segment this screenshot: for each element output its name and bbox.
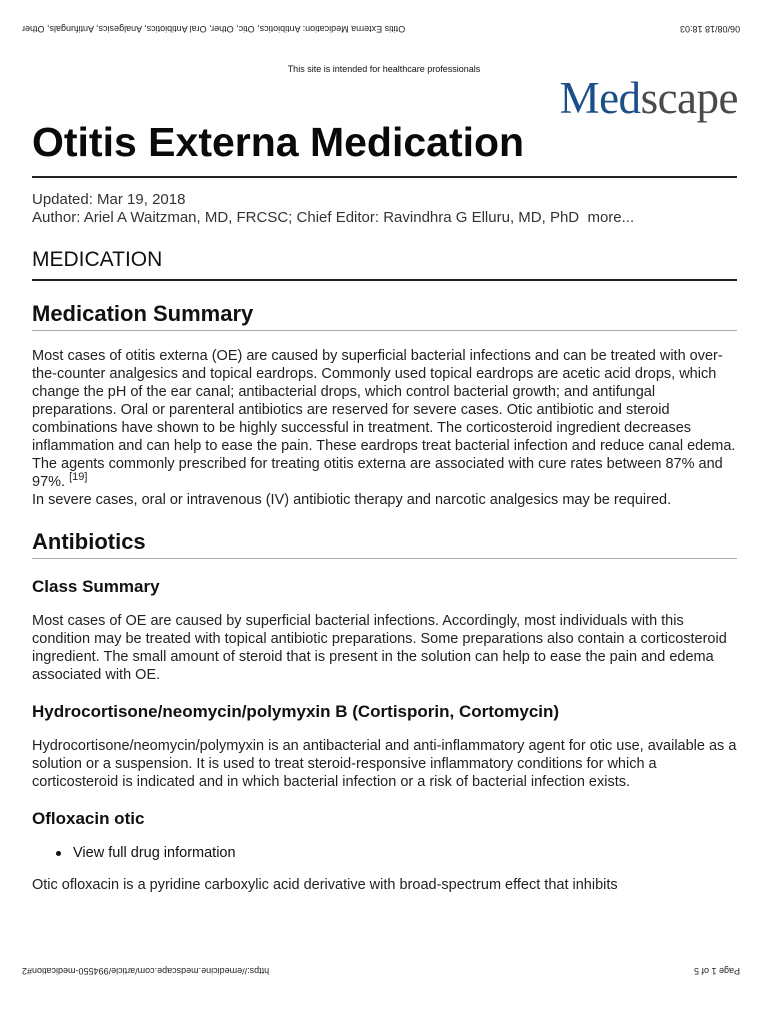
print-footer (22, 966, 740, 980)
section-label-medication: MEDICATION (32, 247, 737, 281)
print-footer-page-number: Page 1 of 5 (693, 966, 740, 976)
page-title: Otitis Externa Medication (32, 118, 737, 178)
drug-heading-cortisporin: Hydrocortisone/neomycin/polymyxin B (Cortisporin, Cortomycin) (32, 702, 560, 721)
drug-description-ofloxacin: Otic ofloxacin is a pyridine carboxylic acid derivative with broad-spectrum effect that inhibits (32, 877, 618, 893)
view-drug-info-link[interactable]: View full drug information (73, 845, 236, 861)
class-summary-text: Most cases of OE are caused by superficial bacterial infections. Accordingly, most individuals with this condition may be treated with topical antibiotic preparations. Some preparations also contain a corticosteroid ingredient. The small amount of steroid that is present in the solution can help to ease the pain and edema associated with OE. (32, 613, 727, 683)
list-item (56, 844, 737, 862)
reference-link-19[interactable]: [19] (69, 471, 88, 484)
summary-text-main: Most cases of otitis externa (OE) are caused by superficial bacterial infections and can be treated with over-the-counter analgesics and topical eardrops. Commonly used topical eardrops are acetic acid drops, which change the pH of the ear canal; antibacterial drops, which control bacterial growth; and antifungal preparations. Oral or parenteral antibiotics are reserved for severe cases. Otic antibiotic and steroid combinations have shown to be highly successful in treatment. The corticosteroid ingredient decreases inflammation and can help to ease the pain. These eardrops treat bacterial infection and reduce canal edema. The agents commonly prescribed for treating otitis externa are associated with cure rates between 87% and 97%. (32, 348, 736, 490)
medication-summary-heading: Medication Summary (32, 301, 737, 331)
print-header-title: Otitis Externa Medication: Antibiotics, Otic, Other, Oral Antibiotics, Analgesics, Antifungals, Other (22, 24, 406, 34)
logo-text-med: Med (559, 73, 641, 123)
print-footer-url: https://emedicine.medscape.com/article/994550-medication#2 (22, 966, 270, 976)
drug-heading-ofloxacin: Ofloxacin otic (32, 809, 145, 828)
bullet-icon (56, 851, 61, 856)
site-notice: This site is intended for healthcare professionals (287, 64, 481, 74)
medication-summary-text (32, 347, 737, 509)
author-line (32, 209, 737, 227)
class-summary-heading: Class Summary (32, 577, 160, 596)
updated-date: Updated: Mar 19, 2018 (32, 191, 186, 208)
print-header-timestamp: 06/08/18 18:03 (679, 24, 740, 34)
print-header (22, 24, 740, 38)
article-content (32, 112, 737, 894)
drug-links-list (32, 844, 737, 862)
author-text: Author: Ariel A Waitzman, MD, FRCSC; Chief Editor: Ravindhra G Elluru, MD, PhD (32, 209, 580, 226)
antibiotics-heading: Antibiotics (32, 529, 737, 559)
logo-text-scape: scape (640, 73, 738, 123)
article-meta (32, 191, 737, 227)
drug-description-cortisporin: Hydrocortisone/neomycin/polymyxin is an antibacterial and anti-inflammatory agent for otic use, available as a solution or a suspension. It is used to treat steroid-responsive inflammatory conditions for which a corticosteroid is indicated and in which bacterial infection or a risk of bacterial infection exists. (32, 738, 737, 790)
more-authors-link[interactable]: more... (587, 209, 635, 226)
summary-text-end: In severe cases, oral or intravenous (IV) antibiotic therapy and narcotic analgesics may be required. (32, 492, 672, 508)
